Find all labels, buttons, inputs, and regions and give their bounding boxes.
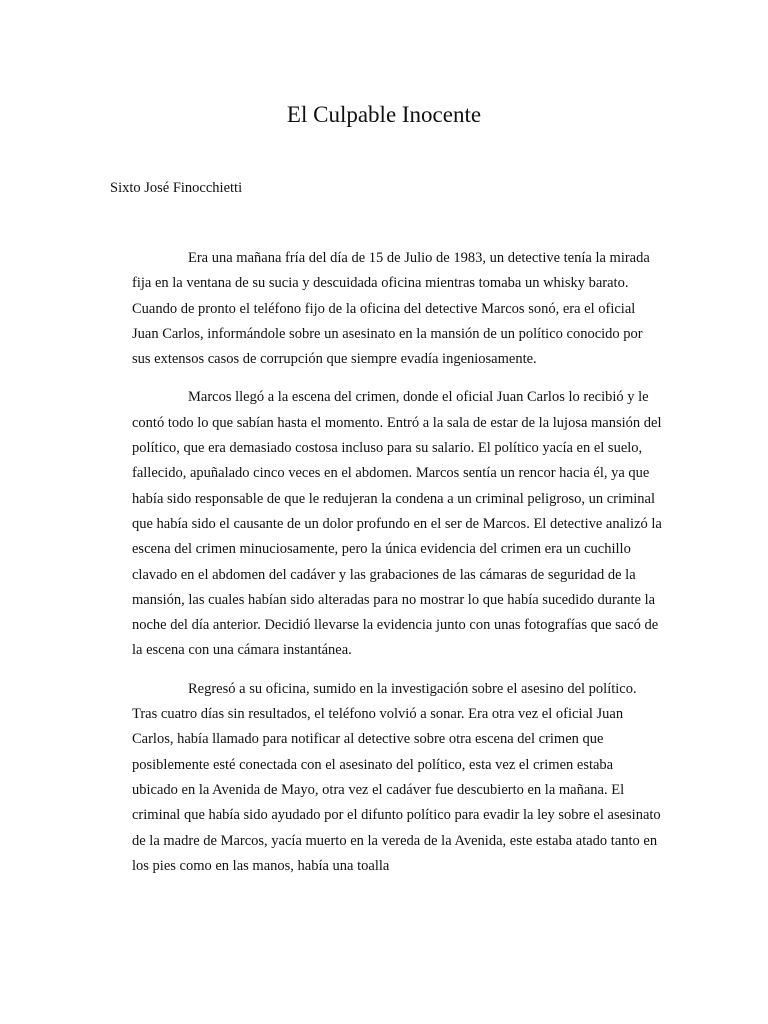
paragraph-2: Marcos llegó a la escena del crimen, donde el oficial Juan Carlos lo recibió y le contó todo lo que sabían hasta el momento. Entró a la sala de estar de la lujosa mansión del político, que era demasiado costosa incluso para su salario. El político yacía en el suelo, fallecido, apuñalado cinco veces en el abdomen. Marcos sentía un rencor hacia él, ya que había sido responsable de que le redujeran la condena a un criminal peligroso, un criminal que había sido el causante de un dolor profundo en el ser de Marcos. El detective analizó la escena del crimen minuciosamente, pero la única evidencia del crimen era un cuchillo clavado en el abdomen del cadáver y las grabaciones de las cámaras de seguridad de la mansión, las cuales habían sido alteradas para no mostrar lo que había sucedido durante la noche del día anterior. Decidió llevarse la evidencia junto con unas fotografías que sacó de la escena con una cámara instantánea. [132,389,662,659]
paragraph-1: Era una mañana fría del día de 15 de Julio de 1983, un detective tenía la mirada fija en la ventana de su sucia y descuidada oficina mientras tomaba un whisky barato. Cuando de pronto el teléfono fijo de la oficina del detective Marcos sonó, era el oficial Juan Carlos, informándole sobre un asesinato en la mansión de un político conocido por sus extensos casos de corrupción que siempre evadía ingeniosamente. [132,250,650,368]
document-title: El Culpable Inocente [286,102,482,127]
document-body [132,246,662,892]
paragraph-3: Regresó a su oficina, sumido en la investigación sobre el asesino del político. Tras cuatro días sin resultados, el teléfono volvió a sonar. Era otra vez el oficial Juan Carlos, había llamado para notificar al detective sobre otra escena del crimen que posiblemente esté conectada con el asesinato del político, esta vez el crimen estaba ubicado en la Avenida de Mayo, otra vez el cadáver fue descubierto en la mañana. El criminal que había sido ayudado por el difunto político para evadir la ley sobre el asesinato de la madre de Marcos, yacía muerto en la vereda de la Avenida, este estaba atado tanto en los pies como en las manos, había una toalla [132,680,661,874]
document-author: Sixto José Finocchietti [110,180,243,196]
